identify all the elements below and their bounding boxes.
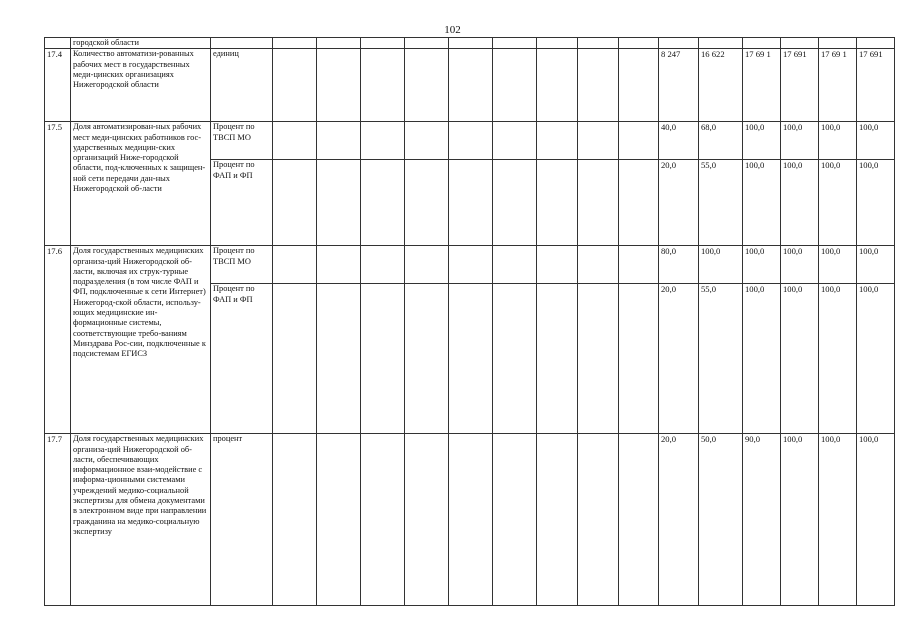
empty-cell — [405, 284, 449, 434]
value-cell: 100,0 — [857, 434, 895, 606]
empty-cell — [405, 122, 449, 160]
empty-cell — [493, 160, 537, 246]
table-cell — [537, 38, 578, 49]
value-cell: 40,0 — [659, 122, 699, 160]
value-cell: 8 247 — [659, 49, 699, 122]
table-cell — [659, 38, 699, 49]
empty-cell — [619, 246, 659, 284]
table-row — [45, 434, 895, 606]
indicator-description: Доля государственных медицинских организа-ций Нижегородской об-ласти, обеспечивающих информационное взаи-модействие с информа-ционными системами учреждений медико-социальной экспертизы для обмена документами в электронном виде при направлении гражданина на медико-социальную экспертизу — [71, 434, 211, 606]
value-cell: 55,0 — [699, 160, 743, 246]
table-cell — [45, 38, 71, 49]
value-cell: 100,0 — [743, 246, 781, 284]
table-cell — [578, 38, 619, 49]
indicator-description: Доля автоматизирован-ных рабочих мест меди-цинских работников гос-ударственных медицин-ских организаций Ниже-городской области, под-ключенных к защищен-ной сети передачи дан-ных Нижегородской об-ласти — [71, 122, 211, 246]
empty-cell — [493, 246, 537, 284]
table-cell — [857, 38, 895, 49]
value-cell: 68,0 — [699, 122, 743, 160]
empty-cell — [273, 160, 317, 246]
row-number: 17.7 — [45, 434, 71, 606]
value-cell: 100,0 — [781, 246, 819, 284]
empty-cell — [537, 49, 578, 122]
empty-cell — [449, 246, 493, 284]
empty-cell — [493, 49, 537, 122]
empty-cell — [619, 284, 659, 434]
empty-cell — [619, 160, 659, 246]
row-number: 17.5 — [45, 122, 71, 246]
table-cell — [493, 38, 537, 49]
table-cell — [405, 38, 449, 49]
unit-cell: Процент по ФАП и ФП — [211, 284, 273, 434]
value-cell: 50,0 — [699, 434, 743, 606]
empty-cell — [619, 49, 659, 122]
value-cell: 100,0 — [819, 284, 857, 434]
empty-cell — [361, 246, 405, 284]
empty-cell — [493, 122, 537, 160]
table-cell — [449, 38, 493, 49]
value-cell: 100,0 — [819, 122, 857, 160]
unit-cell: процент — [211, 434, 273, 606]
empty-cell — [578, 160, 619, 246]
empty-cell — [578, 246, 619, 284]
table-cell — [699, 38, 743, 49]
empty-cell — [537, 160, 578, 246]
unit-cell: Процент по ФАП и ФП — [211, 160, 273, 246]
empty-cell — [405, 246, 449, 284]
value-cell: 20,0 — [659, 284, 699, 434]
unit-cell: единиц — [211, 49, 273, 122]
value-cell: 17 69 1 — [743, 49, 781, 122]
table-row — [45, 246, 895, 284]
empty-cell — [537, 246, 578, 284]
empty-cell — [317, 434, 361, 606]
table-cell — [273, 38, 317, 49]
table-cell — [819, 38, 857, 49]
value-cell: 100,0 — [743, 160, 781, 246]
empty-cell — [449, 160, 493, 246]
table-body — [45, 38, 895, 606]
indicator-description: Доля государственных медицинских организа-ций Нижегородской об-ласти, включая их струк-турные подразделения (в том числе ФАП и ФП, подключенные к сети Интернет) Нижегород-ской области, использу-ющих медицинские ин-формационные системы, соответствующие требо-ваниям Минздрава Рос-сии, подключенные к подсистемам ЕГИСЗ — [71, 246, 211, 434]
value-cell: 100,0 — [857, 284, 895, 434]
value-cell: 100,0 — [743, 284, 781, 434]
value-cell: 100,0 — [743, 122, 781, 160]
table-cell — [361, 38, 405, 49]
value-cell: 100,0 — [819, 160, 857, 246]
indicator-description: Количество автоматизи-рованных рабочих мест в государственных меди-цинских организациях Нижегородской области — [71, 49, 211, 122]
empty-cell — [619, 122, 659, 160]
empty-cell — [578, 284, 619, 434]
empty-cell — [273, 434, 317, 606]
table-cell — [317, 38, 361, 49]
value-cell: 100,0 — [699, 246, 743, 284]
table-cell — [619, 38, 659, 49]
empty-cell — [405, 434, 449, 606]
empty-cell — [317, 246, 361, 284]
value-cell: 100,0 — [819, 434, 857, 606]
value-cell: 90,0 — [743, 434, 781, 606]
empty-cell — [361, 160, 405, 246]
empty-cell — [578, 122, 619, 160]
empty-cell — [619, 434, 659, 606]
indicators-table — [44, 37, 895, 606]
value-cell: 100,0 — [857, 160, 895, 246]
page-number: 102 — [444, 24, 461, 36]
empty-cell — [493, 284, 537, 434]
empty-cell — [317, 284, 361, 434]
empty-cell — [273, 246, 317, 284]
empty-cell — [361, 122, 405, 160]
value-cell: 17 691 — [857, 49, 895, 122]
table-row — [45, 122, 895, 160]
value-cell: 17 69 1 — [819, 49, 857, 122]
value-cell: 100,0 — [781, 434, 819, 606]
value-cell: 20,0 — [659, 434, 699, 606]
empty-cell — [449, 434, 493, 606]
empty-cell — [537, 434, 578, 606]
value-cell: 100,0 — [819, 246, 857, 284]
empty-cell — [273, 122, 317, 160]
empty-cell — [405, 160, 449, 246]
empty-cell — [449, 122, 493, 160]
empty-cell — [578, 49, 619, 122]
table-cell — [781, 38, 819, 49]
empty-cell — [361, 49, 405, 122]
value-cell: 100,0 — [781, 160, 819, 246]
empty-cell — [493, 434, 537, 606]
table-row — [45, 49, 895, 122]
empty-cell — [317, 49, 361, 122]
row-number: 17.4 — [45, 49, 71, 122]
value-cell: 80,0 — [659, 246, 699, 284]
value-cell: 100,0 — [857, 246, 895, 284]
continuation-text: городской области — [71, 38, 211, 49]
value-cell: 16 622 — [699, 49, 743, 122]
empty-cell — [317, 160, 361, 246]
value-cell: 20,0 — [659, 160, 699, 246]
value-cell: 100,0 — [857, 122, 895, 160]
empty-cell — [317, 122, 361, 160]
empty-cell — [405, 49, 449, 122]
empty-cell — [273, 284, 317, 434]
empty-cell — [449, 284, 493, 434]
empty-cell — [361, 284, 405, 434]
value-cell: 100,0 — [781, 284, 819, 434]
table-cell — [211, 38, 273, 49]
empty-cell — [537, 122, 578, 160]
empty-cell — [361, 434, 405, 606]
continuation-row — [45, 38, 895, 49]
value-cell: 17 691 — [781, 49, 819, 122]
unit-cell: Процент по ТВСП МО — [211, 122, 273, 160]
unit-cell: Процент по ТВСП МО — [211, 246, 273, 284]
value-cell: 100,0 — [781, 122, 819, 160]
value-cell: 55,0 — [699, 284, 743, 434]
table-cell — [743, 38, 781, 49]
empty-cell — [537, 284, 578, 434]
empty-cell — [449, 49, 493, 122]
empty-cell — [578, 434, 619, 606]
empty-cell — [273, 49, 317, 122]
row-number: 17.6 — [45, 246, 71, 434]
